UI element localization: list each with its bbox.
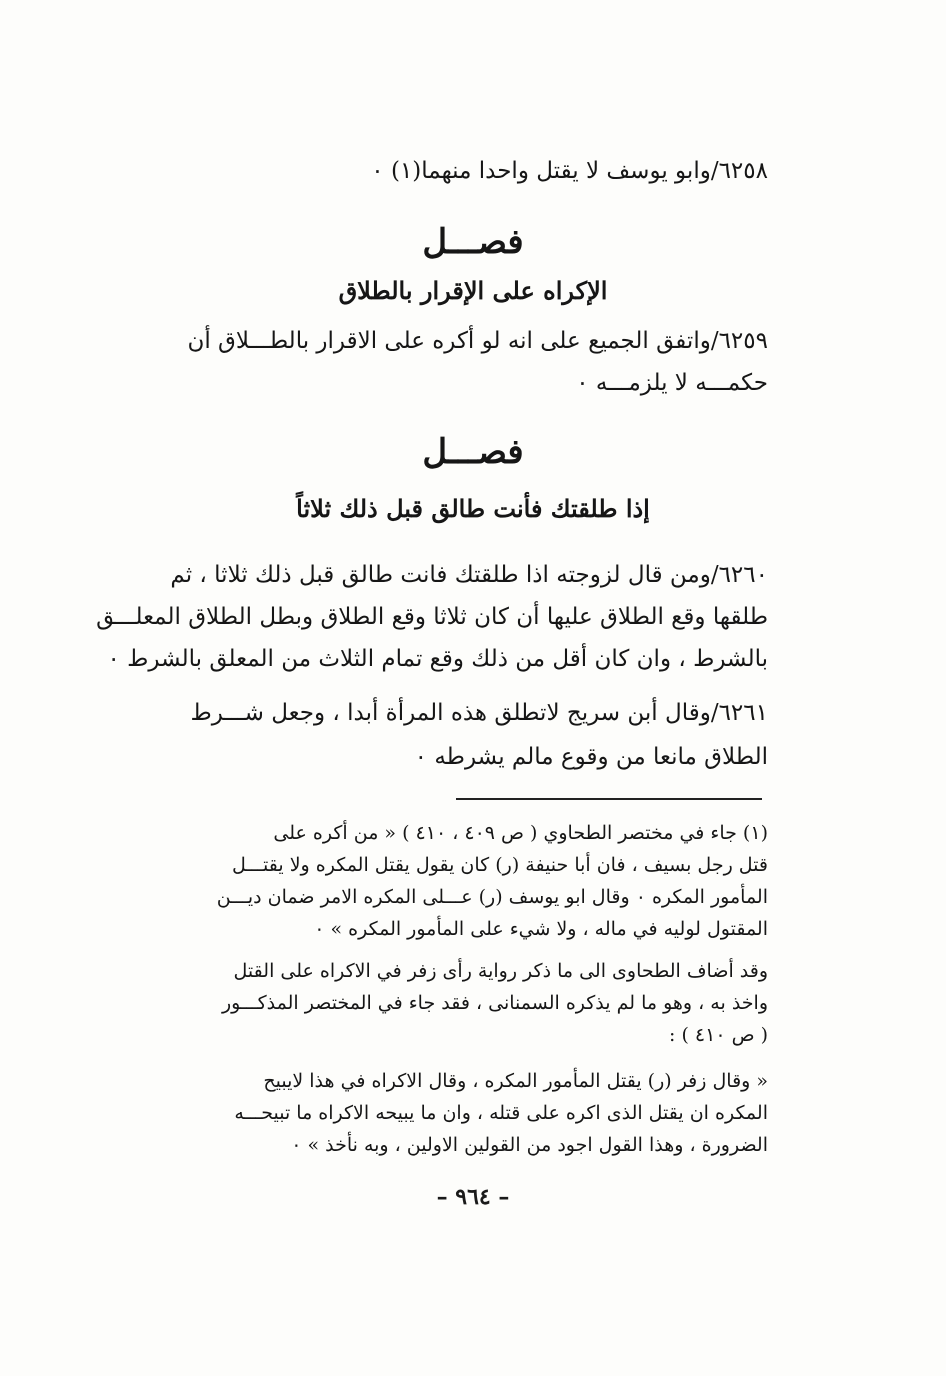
section-2-subheading: إذا طلقتك فأنت طالق قبل ذلك ثلاثاً [296,494,650,523]
entry-6258: ٦٢٥٨/وابو يوسف لا يقتل واحدا منهما(١) ٠ [371,158,768,184]
footnote-p3-line3: الضرورة ، وهذا القول اجود من القولين الاولين ، وبه نأخذ » ٠ [291,1134,768,1156]
entry-6260-line2: طلقها وقع الطلاق عليها أن كان ثلاثا وقع الطلاق وبطل الطلاق المعلـــق [96,604,768,630]
entry-6259-line2: حكمـــه لا يلزمـــه ٠ [576,370,768,396]
section-1-subheading: الإكراه على الإقرار بالطلاق [338,276,608,305]
footnote-p1-line4: المقتول لوليه في ماله ، ولا شيء على المأمور المكره » ٠ [314,918,768,940]
footnote-p2-line3: ( ص ٤١٠ ) : [669,1024,768,1046]
entry-6261-line1: ٦٢٦١/وقال أبن سريج لاتطلق هذه المرأة أبدا ، وجعل شـــرط [190,700,768,726]
page-number: – ٩٦٤ – [436,1184,510,1210]
entry-6260-line3: بالشرط ، وان كان أقل من ذلك وقع تمام الثلاث من المعلق بالشرط ٠ [107,646,768,672]
footnote-p1-line1: (١) جاء في مختصر الطحاوي ( ص ٤٠٩ ، ٤١٠ ) « من أكره على [273,822,768,844]
entry-6261-line2: الطلاق مانعا من وقوع مالم يشرطه ٠ [414,744,768,770]
entry-6260-line1: ٦٢٦٠/ومن قال لزوجته اذا طلقتك فانت طالق قبل ذلك ثلاثا ، ثم [170,562,768,588]
entry-6259-line1: ٦٢٥٩/واتفق الجميع على انه لو أكره على الاقرار بالطـــلاق أن [187,328,768,354]
footnote-p3-line2: المكره ان يقتل الذى اكره على قتله ، وان ما يبيحه الاكراه ما تبيحـــه [234,1102,768,1124]
section-1-heading: فصـــل [422,222,524,262]
footnote-p1-line3: المأمور المكره ٠ وقال ابو يوسف (ر) عـــلى المكره الامر ضمان ديـــن [216,886,768,908]
footnote-p2-line2: واخذ به ، وهو ما لم يذكره السمنانى ، فقد جاء في المختصر المذكـــور [221,992,768,1014]
footnote-p3-line1: « وقال زفر (ر) يقتل المأمور المكره ، وقال الاكراه في هذا لايبيح [263,1070,768,1092]
footnote-separator [456,798,762,800]
footnote-p1-line2: قتل رجل بسيف ، فان أبا حنيفة (ر) كان يقول يقتل المكره ولا يقتـــل [231,854,768,876]
section-2-heading: فصـــل [422,432,524,472]
footnote-p2-line1: وقد أضاف الطحاوى الى ما ذكر رواية رأى زفر في الاكراه على القتل [233,960,768,982]
